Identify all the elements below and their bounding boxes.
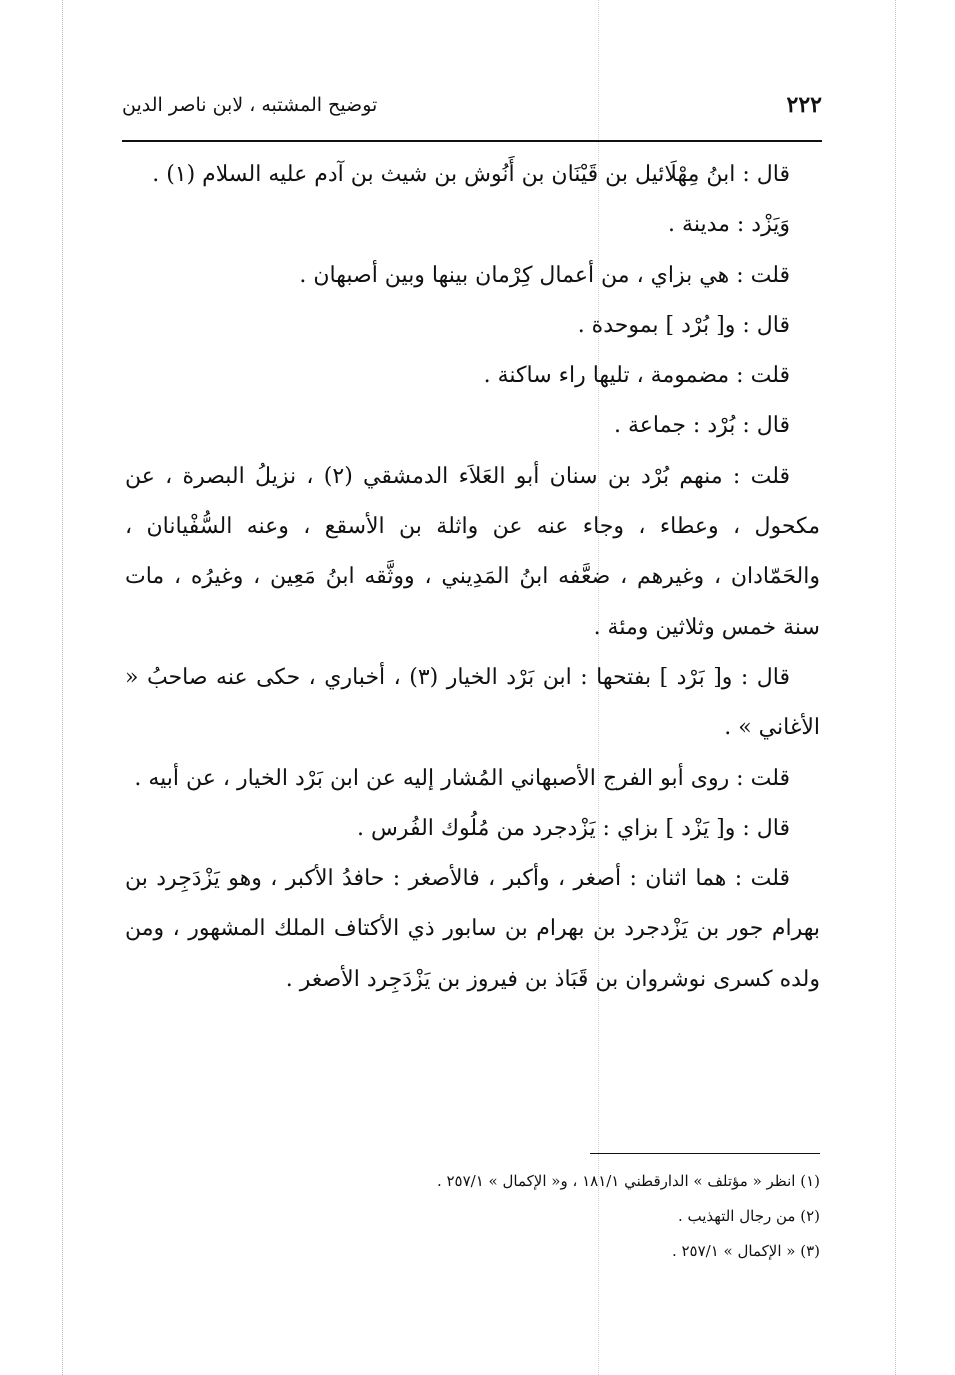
page-header [122, 90, 822, 130]
header-rule [122, 140, 822, 142]
main-text [125, 150, 820, 1005]
footnote: (١) انظر « مؤتلف » الدارقطني ١٨١/١ ، و« الإكمال » ٢٥٧/١ . [436, 1172, 820, 1190]
footnote: (٣) « الإكمال » ٢٥٧/١ . [671, 1242, 820, 1260]
paragraph: قلت : هما اثنان : أصغر ، وأكبر ، فالأصغر : حافدُ الأكبر ، وهو يَزْدَجِرد بن بهرام جور بن يَزْدجرد بن بهرام بن سابور ذي الأكتاف الملك المشهور ، ومن ولده كسرى نوشروان بن قَبَاذ بن فيروز بن يَزْدَجِرد الأصغر . [125, 866, 820, 992]
footnotes [325, 1164, 820, 1269]
scan-edge-line [895, 0, 896, 1375]
paragraph: قال : بُرْد : جماعة . [614, 413, 790, 439]
footnote-rule [590, 1153, 820, 1154]
page-number: ٢٢٢ [786, 92, 822, 118]
paragraph: قلت : مضمومة ، تليها راء ساكنة . [483, 363, 790, 389]
scan-edge-line [62, 0, 63, 1375]
paragraph: قلت : هي بزاي ، من أعمال كِرْمان بينها وبين أصبهان . [299, 262, 790, 288]
paragraph: قلت : روى أبو الفرج الأصبهاني المُشار إليه عن ابن بَرْد الخيار ، عن أبيه . [134, 765, 790, 791]
paragraph: قال : و[ يَزْد ] بزاي : يَزْدجرد من مُلُوك الفُرس . [356, 815, 790, 841]
paragraph: قال : و[ بُرْد ] بموحدة . [577, 312, 790, 338]
paragraph: قال : ابنُ مِهْلَائيل بن قَيْنَان بن أَنُوش بن شيث بن آدم عليه السلام (١) . [152, 162, 790, 187]
paragraph: وَيَزْد : مدينة . [668, 212, 790, 238]
paragraph: قال : و[ بَرْد ] بفتحها : ابن بَرْد الخيار (٣) ، أخباري ، حكى عنه صاحبُ « الأغاني » . [125, 664, 820, 741]
running-title: توضيح المشتبه ، لابن ناصر الدين [122, 94, 378, 116]
footnote: (٢) من رجال التهذيب . [677, 1207, 820, 1225]
paragraph: قلت : منهم بُرْد بن سنان أبو العَلاَء الدمشقي (٢) ، نزيلُ البصرة ، عن مكحول ، وعطاء ، وجاء عنه عن واثلة بن الأسقع ، وعنه السُّفْيانان ، والحَمّادان ، وغيرهم ، ضعَّفه ابنُ المَدِيني ، ووثَّقه ابنُ مَعِين ، وغيرُه ، مات سنة خمس وثلاثين ومئة . [125, 463, 820, 640]
